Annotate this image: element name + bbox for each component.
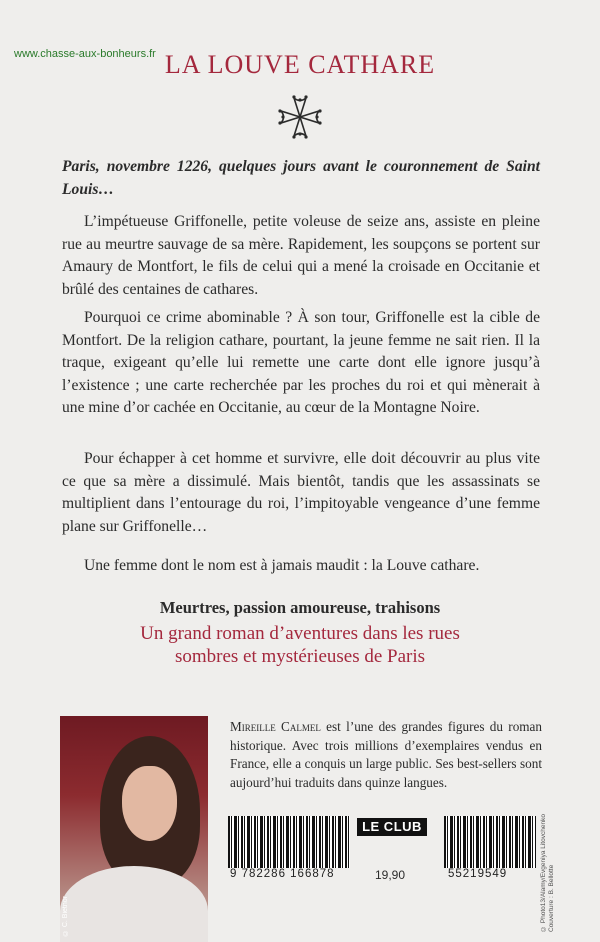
occitan-cross-icon: [275, 92, 325, 142]
promo-text: [0, 622, 600, 668]
photo-credit: © C. Bietnor: [62, 895, 69, 936]
tagline: Meurtres, passion amoureuse, trahisons: [159, 598, 441, 617]
author-bio: [230, 718, 542, 792]
bio-text: est l’une des grandes figures du roman historique. Avec trois millions d’exemplaires vendus en France, elle a conquis un large public. Ses best-sellers sont aujourd’hui traduits dans quinze langues.: [230, 719, 542, 790]
side-credit-line-2: Couverture : B. Bellotte: [548, 864, 555, 932]
photo-face: [122, 766, 177, 841]
club-code: 55219549: [448, 868, 508, 880]
club-logo: LE CLUB: [357, 818, 427, 836]
side-credit: [540, 812, 570, 932]
author-name: Mireille Calmel: [230, 719, 321, 734]
paragraph-2: Pourquoi ce crime abominable ? À son tour, Griffonelle est la cible de Montfort. De la religion cathare, pourtant, la jeune femme ne sait rien. Il la traque, exigeant qu’elle lui remette une carte dont elle ignore jusqu’à l’existence ; une carte recherchée par les proches du roi et qui mènerait à une mine d’or cachée en Occitanie, au cœur de la Montagne Noire.: [62, 309, 540, 416]
paragraph-3: Pour échapper à cet homme et survivre, elle doit découvrir au plus vite ce que sa mère a dissimulé. Mais bientôt, tandis que les assassinats se multiplient dans l’entourage du roi, l’impitoyable vengeance d’une femme plane sur Griffonelle…: [62, 450, 540, 535]
paragraph-1: L’impétueuse Griffonelle, petite voleuse de seize ans, assiste en pleine rue au meurtre sauvage de sa mère. Rapidement, les soupçons se portent sur Amaury de Montfort, le fils de celui qui a mené la croisade en Occitanie et brûlé des centaines de cathares.: [62, 213, 540, 298]
isbn-number: 9 782286 166878: [230, 868, 335, 880]
watermark: www.chasse-aux-bonheurs.fr: [14, 48, 156, 60]
book-title: LA LOUVE CATHARE: [164, 50, 436, 79]
club-barcode: [444, 816, 536, 868]
intro-text: Paris, novembre 1226, quelques jours avant le couronnement de Saint Louis…: [62, 158, 540, 198]
promo-line-2: sombres et mystérieuses de Paris: [174, 646, 426, 667]
photo-shoulder: [60, 866, 208, 942]
paragraph-4: Une femme dont le nom est à jamais maudit : la Louve cathare.: [84, 557, 480, 574]
side-credit-line-1: © Photo13/Alamy/Evgeniya Litovchenko: [540, 814, 547, 932]
isbn-barcode: [228, 816, 350, 868]
promo-line-1: Un grand roman d’aventures dans les rues: [140, 623, 460, 644]
price: 19,90: [375, 868, 406, 882]
author-photo: [60, 716, 208, 942]
